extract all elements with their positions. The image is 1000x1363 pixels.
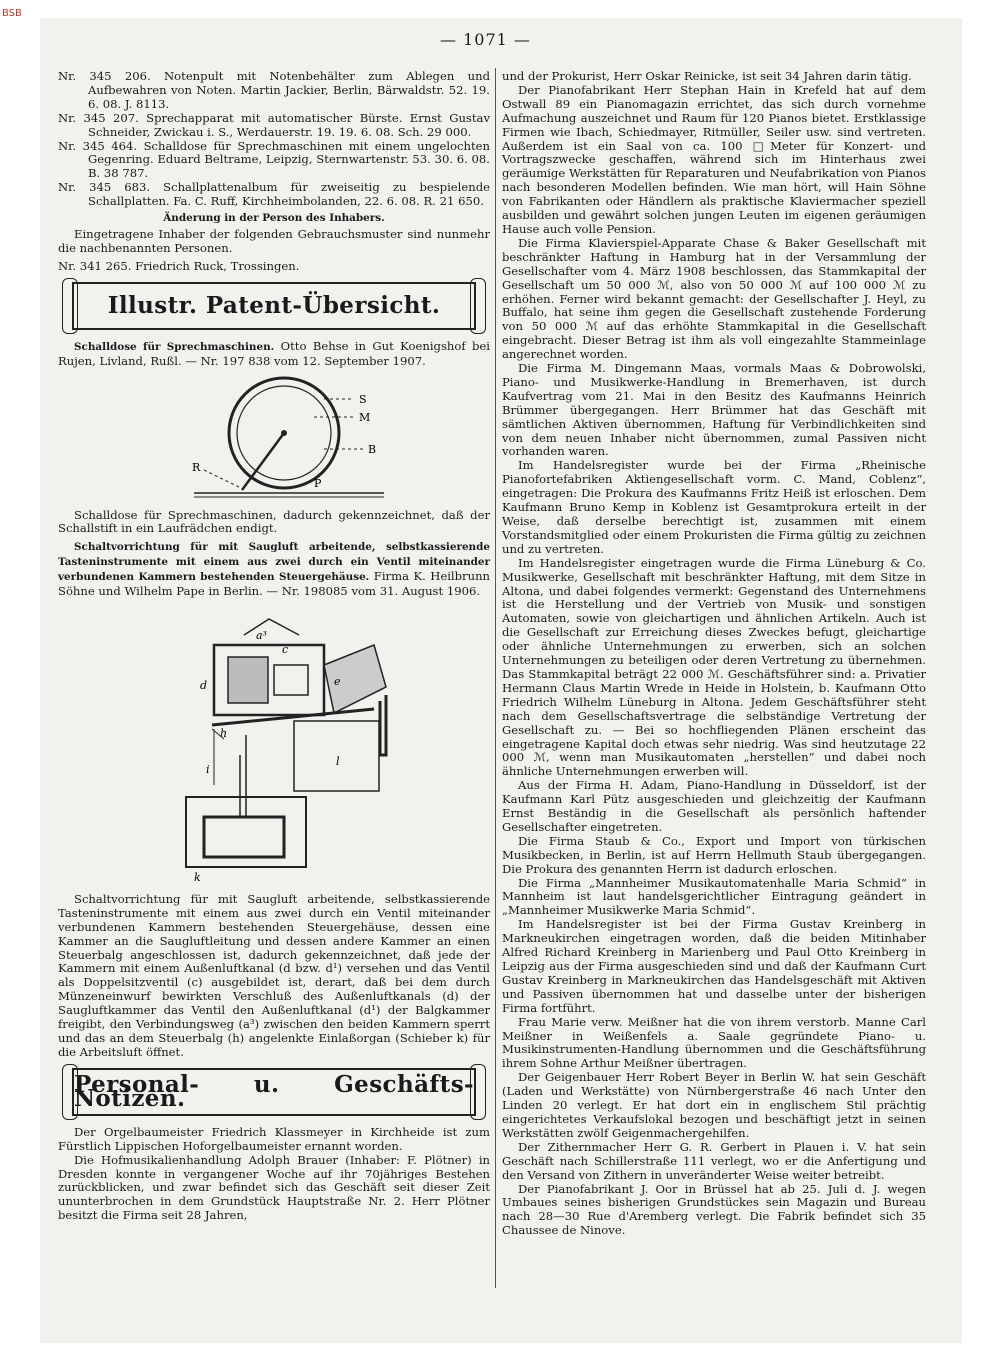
fig2-label-h: h — [220, 726, 228, 740]
fig2-label-a3: a³ — [256, 628, 267, 642]
fig2-label-k: k — [194, 870, 201, 884]
patent-entry: Nr. 345 464. Schalldose für Sprechmaschinen mit einem ungelochten Gegenring. Eduard Beltrame, Leipzig, Sternwartenstr. 53. 30. 6. 08. B. 38 787. — [58, 138, 490, 181]
fig1-label-p: P — [314, 476, 322, 490]
note-paragraph: Die Firma Staub & Co., Export und Import von türkischen Musikbecken, in Berlin, ist auf Herrn Hellmuth Staub übergegangen. Die Prokura des genannten Herrn ist dadurch erloschen. — [502, 833, 926, 876]
page-number: — 1071 — — [440, 30, 531, 49]
note-paragraph: Im Handelsregister wurde bei der Firma „Rheinische Pianofortefabriken Aktiengesellschaft vorm. C. Mand, Coblenz“, eingetragen: Die Prokura des Kaufmanns Fritz Heiß ist erloschen. Dem Kaufmann Bruno Kemp in Koblenz ist Gesamtprokura erteilt in der Weise, daß derselbe berechtigt ist, zusammen mit einem Vorstandsmitglied oder einem Prokuristen die Firma gültig zu zeichnen und zu vertreten. — [502, 458, 926, 556]
note-paragraph: Die Firma M. Dingemann Maas, vormals Maas & Dobrowolski, Piano- und Musikwerke-Handlung in Bremerhaven, ist durch Kaufvertrag vom 21. Mai in den Besitz des Kaufmanns Heinrich Brümmer übergegangen. Herr Brümmer hat das Geschäft mit sämtlichen Aktiven übernommen, Haftung für Verbindlichkeiten sind von dem neuen Inhaber nicht übernommen, zumal Passiven nicht vorhanden waren. — [502, 361, 926, 459]
notes-title: Personal- u. Geschäfts-Notizen. — [74, 1070, 474, 1112]
patent2-title: Schaltvorrichtung für mit Saugluft arbeitende, selbstkassierende Tasteninstrumente mit einem aus zwei durch ein Ventil miteinander verbundenen Kammern bestehenden Steuergehäuse. — [58, 541, 490, 584]
switching-device-figure — [124, 605, 424, 887]
patent-entry: Nr. 345 207. Sprechapparat mit automatischer Bürste. Ernst Gustav Schneider, Zwickau i. S., Werdauerstr. 19. 19. 6. 08. Sch. 29 000. — [58, 110, 490, 139]
fig2-label-c: c — [282, 642, 289, 656]
fig2-label-d: d — [200, 678, 208, 692]
patent1-details: Otto Behse in Gut Koenigshof bei Rujen, Livland, Rußl. — Nr. 197 838 vom 12. September 1907. — [58, 338, 490, 368]
patent2-details: Firma K. Heilbrunn Söhne und Wilhelm Pape in Berlin. — Nr. 198085 vom 31. August 1906. — [58, 569, 491, 599]
library-watermark: BSB — [2, 8, 22, 19]
note-paragraph: Aus der Firma H. Adam, Piano-Handlung in Düsseldorf, ist der Kaufmann Karl Pütz ausgeschieden und gleichzeitig der Kaufmann Ernst Beständig in die Gesellschaft als persönlich haftender Gesellschafter eingetreten. — [502, 778, 926, 834]
patent2-header — [58, 540, 490, 599]
patent-entry: Nr. 345 683. Schallplattenalbum für zweiseitig zu bespielende Schallplatten. Fa. C. Ruff, Kirchheimbolanden, 22. 6. 08. R. 21 650. — [58, 180, 490, 209]
column-divider — [495, 68, 496, 1288]
patent1-header — [58, 340, 490, 369]
fig1-label-s: S — [359, 392, 367, 406]
fig2-label-l: l — [336, 754, 340, 768]
right-column — [502, 70, 926, 1238]
fig2-label-i: i — [206, 762, 210, 776]
owner-change-text: Eingetragene Inhaber der folgenden Gebrauchsmuster sind nunmehr die nachbenannten Personen. — [58, 226, 490, 255]
note-paragraph: Der Orgelbaumeister Friedrich Klassmeyer in Kirchheide ist zum Fürstlich Lippischen Hoforgelbaumeister ernannt worden. — [58, 1124, 490, 1153]
patent1-title: Schalldose für Sprechmaschinen. — [74, 340, 275, 353]
note-paragraph: Der Pianofabrikant J. Oor in Brüssel hat ab 25. Juli d. J. wegen Umbaues seines bisherigen Grundstückes sein Magazin und Bureau nach 28—30 Rue d'Aremberg verlegt. Die Fabrik befindet sich 35 Chaussee de Ninove. — [502, 1181, 926, 1238]
note-paragraph: Im Handelsregister ist bei der Firma Gustav Kreinberg in Markneukirchen eingetragen worden, daß die beiden Mitinhaber Alfred Richard Kreinberg in Marienberg und Paul Otto Kreinberg in Leipzig aus der Firma ausgeschieden sind und daß der Kaufmann Curt Gustav Kreinberg in Markneukirchen das Handelsgeschäft mit Aktiven und Passiven übernommen hat und dasselbe unter der bisherigen Firma fortführt. — [502, 917, 926, 1015]
patent2-description: Schaltvorrichtung für mit Saugluft arbeitende, selbstkassierende Tasteninstrumente mit einem aus zwei durch ein Ventil miteinander verbundenen Kammern bestehenden Steuergehäuse, dessen eine Kammer an die Saugluftleitung und dessen andere Kammer an einen Steuerbalg angeschlossen ist, dadurch gekennzeichnet, daß jede der Kammern mit einem Außenluftkanal (d bzw. d¹) versehen und das Ventil als Doppelsitzventil (c) ausgebildet ist, derart, daß bei dem durch Münzeneinwurf bewirkten Verschluß des Außenluftkanals (d) der Saugluftkammer das Ventil den Außenluftkanal (d¹) der Balgkammer freigibt, den Verbindungsweg (a³) zwischen den beiden Kammern sperrt und das an dem Steuerbalg (h) angelenkte Einlaßorgan (Schieber k) für die Arbeitsluft öffnet. — [58, 891, 490, 1059]
owner-change-entry: Nr. 341 265. Friedrich Ruck, Trossingen. — [58, 258, 300, 273]
note-paragraph: Die Firma „Mannheimer Musikautomatenhalle Maria Schmid“ in Mannheim ist laut handelsgerichtlicher Eintragung geändert in „Mannheimer Musikwerke Maria Schmid“. — [502, 875, 926, 918]
note-paragraph: Der Pianofabrikant Herr Stephan Hain in Krefeld hat auf dem Ostwall 89 ein Pianomagazin errichtet, das sich durch vornehme Aufmachung auszeichnet und Raum für 120 Pianos bietet. Erstklassige Firmen wie Ibach, Schiedmayer, Ritmüller, Seiler usw. sind vertreten. Außerdem ist ein Saal von ca. 100 □Meter für Konzert- und Vortragszwecke geschaffen, während sich im Hinterhaus zwei geräumige Werkstätten für Reparaturen und Neufabrikation von Pianos nach besonderen Modellen befinden. Wie man hört, will Hain Söhne von Fabrikanten oder Händlern als praktische Klaviermacher speziell ausbilden und gewährt solchen jungen Leuten im eigenen geräumigen Hause auch volle Pension. — [502, 82, 926, 236]
fig1-label-m: M — [359, 410, 371, 424]
note-paragraph: Der Geigenbauer Herr Robert Beyer in Berlin W. hat sein Geschäft (Laden und Werkstätte) von Nürnbergerstraße 46 nach Unter den Linden 20 verlegt. Er hat dort ein in englischem Stil prächtig eingerichtetes Verkaufslokal bezogen und beschäftigt jetzt in seinen Werkstätten zwölf Geigenmachergehilfen. — [502, 1070, 926, 1140]
note-paragraph: Der Zithernmacher Herr G. R. Gerbert in Plauen i. V. hat sein Geschäft nach Schillerstraße 111 verlegt, wo er die Anfertigung und den Versand von Zithern in unveränderter Weise weiter betreibt. — [502, 1139, 926, 1182]
note-paragraph: und der Prokurist, Herr Oskar Reinicke, ist seit 34 Jahren darin tätig. — [502, 69, 912, 83]
note-paragraph: Die Hofmusikalienhandlung Adolph Brauer (Inhaber: F. Plötner) in Dresden konnte in vergangener Woche auf ihr 70jähriges Bestehen zurückblicken, und zwar befindet sich das Geschäft seit dieser Zeit ununterbrochen in dem Grundstück Hauptstraße Nr. 2. Herr Plötner besitzt die Firma seit 28 Jahren, — [58, 1152, 490, 1223]
patent-entry: Nr. 345 206. Notenpult mit Notenbehälter zum Ablegen und Aufbewahren von Noten. Martin Jackier, Berlin, Bärwaldstr. 52. 19. 6. 08. J. 8113. — [58, 69, 490, 111]
note-paragraph: Im Handelsregister eingetragen wurde die Firma Lüneburg & Co. Musikwerke, Gesellschaft mit beschränkter Haftung, mit dem Sitze in Altona, und dabei folgendes vermerkt: Gegenstand des Unternehmens ist die Herstellung und der Vertrieb von Musik- und sonstigen Automaten, sowie von gleichartigen und ähnlichen Artikeln. Auch ist die Gesellschaft zur Erreichung dieses Zweckes befugt, gleichartige oder ähnliche Unternehmungen zu erwerben, sich an solchen Unternehmungen zu beteiligen oder deren Vertretung zu übernehmen. Das Stammkapital beträgt 22 000 ℳ. Geschäftsführer sind: a. Privatier Hermann Claus Martin Wrede in Heide in Holstein, b. Kaufmann Otto Friedrich Wilhelm Lüneburg in Altona. Jedem Geschäftsführer steht nach dem Gesellschaftsvertrage die selbständige Vertretung der Gesellschaft zu. — Bei so hochfliegenden Plänen erscheint das eingetragene Kapital doch etwas sehr niedrig. Was sind heutzutage 22 000 ℳ, wenn man Musikautomaten „herstellen“ und dabei noch ähnliche Unternehmungen erwerben will. — [502, 555, 926, 779]
fig2-label-e: e — [334, 674, 341, 688]
fig1-label-b: B — [368, 442, 377, 456]
patent-overview-title: Illustr. Patent-Übersicht. — [107, 291, 441, 319]
note-paragraph: Die Firma Klavierspiel-Apparate Chase & Baker Gesellschaft mit beschränkter Haftung in Hamburg hat in der Versammlung der Gesellschafter vom 4. März 1908 beschlossen, das Stammkapital der Gesellschaft um 50 000 ℳ, also von 50 000 ℳ auf 100 000 ℳ zu erhöhen. Ferner wird bekannt gemacht: der Gesellschafter J. Heyl, zu Buffalo, hat seine ihm gegen die Gesellschaft zustehende Forderung von 50 000 ℳ auf das erhöhte Stammkapital in die Gesellschaft eingebracht. Dieser Betrag ist ihm als voll eingezahlte Stammeinlage angerechnet worden. — [502, 235, 926, 362]
patent-overview-banner — [72, 282, 476, 330]
note-paragraph: Frau Marie verw. Meißner hat die von ihrem verstorb. Manne Carl Meißner in Weißenfels a. Saale gegründete Piano- u. Musikinstrumenten-Handlung übernommen und die Geschäftsführung ihrem Sohne Arthur Meißner übertragen. — [502, 1014, 926, 1071]
owner-change-heading: Änderung in der Person des Inhabers. — [163, 212, 385, 225]
patent1-description: Schalldose für Sprechmaschinen, dadurch gekennzeichnet, daß der Schallstift in ein Laufrädchen endigt. — [58, 507, 490, 536]
left-column — [58, 70, 490, 1223]
fig1-label-r: R — [192, 460, 201, 474]
notes-banner — [72, 1068, 476, 1116]
soundbox-figure — [124, 375, 424, 503]
